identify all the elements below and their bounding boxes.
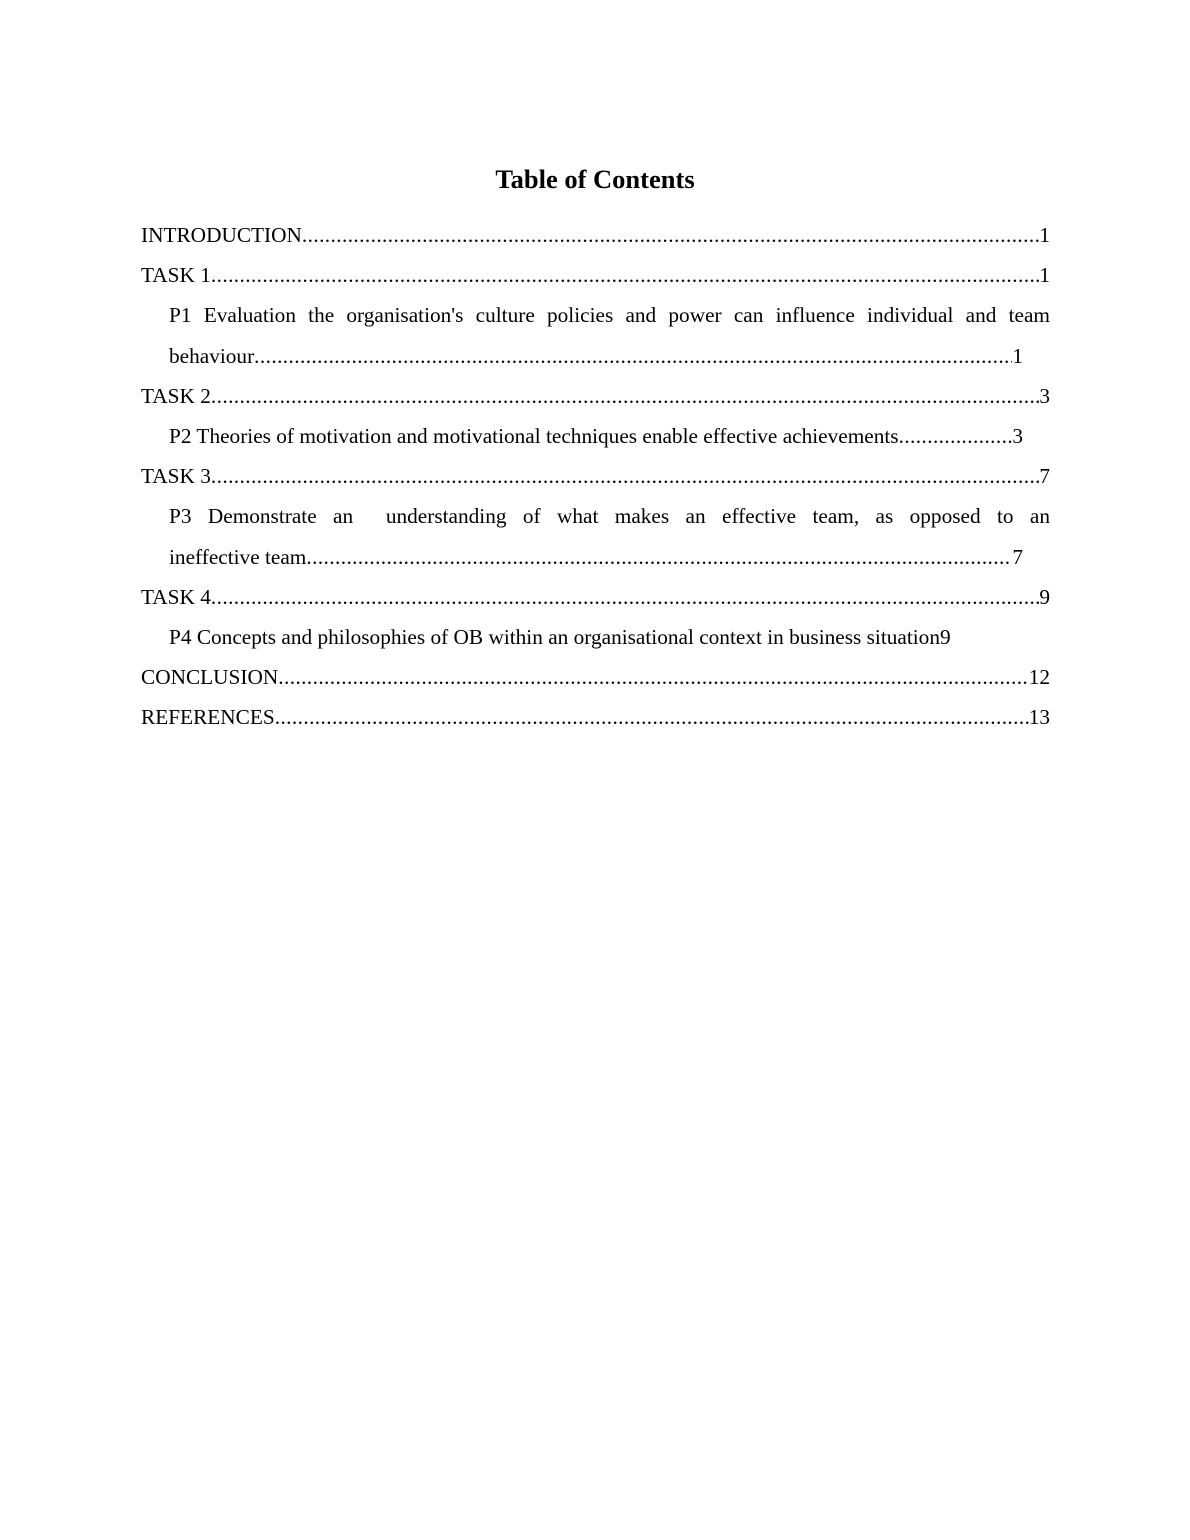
- toc-entry-p1[interactable]: [141, 295, 1050, 335]
- dot-leader: [899, 416, 1013, 456]
- toc-entry-p3-continued[interactable]: [141, 537, 1050, 577]
- toc-entry-label-line1: [169, 295, 1050, 335]
- toc-entry-p1-continued[interactable]: [141, 336, 1050, 376]
- dot-leader: [306, 537, 1012, 577]
- toc-entry-label-line2: behaviour: [169, 343, 255, 368]
- toc-entry-label: P3 Demonstrate an understanding of what makes an effective team, as opposed to an: [169, 504, 1050, 529]
- toc-entry-references[interactable]: [141, 697, 1050, 737]
- toc-page-number: 1: [1039, 263, 1050, 288]
- toc-entry-task-4[interactable]: [141, 577, 1050, 617]
- toc-page-number: 3: [1039, 383, 1050, 408]
- toc-list: [141, 215, 1050, 737]
- toc-page-number: 1: [1012, 343, 1023, 368]
- toc-entry-introduction[interactable]: [141, 215, 1050, 255]
- toc-entry-p2[interactable]: [141, 416, 1050, 456]
- toc-entry-p4[interactable]: [141, 617, 1050, 657]
- toc-page-number: 7: [1039, 464, 1050, 489]
- toc-entry-label-line2: ineffective team: [169, 544, 307, 569]
- toc-entry-task-1[interactable]: [141, 255, 1050, 295]
- toc-page-number: 9: [1039, 584, 1050, 609]
- toc-entry-task-3[interactable]: [141, 456, 1050, 496]
- toc-entry-label: TASK 1: [141, 263, 211, 288]
- toc-entry-label: P2 Theories of motivation and motivational techniques enable effective achievements: [169, 423, 899, 448]
- toc-page-number: 9: [939, 624, 951, 649]
- toc-entry-label: TASK 2: [141, 383, 211, 408]
- toc-page-number: 3: [1012, 423, 1023, 448]
- toc-entry-label: REFERENCES: [141, 705, 275, 730]
- toc-entry-label: CONCLUSION: [141, 665, 279, 690]
- dot-leader: [278, 657, 1028, 697]
- toc-entry-p3[interactable]: [141, 496, 1050, 536]
- dot-leader: [254, 336, 1012, 376]
- toc-entry-task-2[interactable]: [141, 376, 1050, 416]
- toc-page-number: 12: [1028, 665, 1050, 690]
- toc-entry-conclusion[interactable]: [141, 657, 1050, 697]
- dot-leader: [211, 255, 1039, 295]
- toc-entry-label: P1 Evaluation the organisation's culture policies and power can influence individual and team: [169, 303, 1050, 328]
- dot-leader: [211, 456, 1039, 496]
- dot-leader: [275, 697, 1029, 737]
- dot-leader: [211, 577, 1039, 617]
- toc-page-number: 13: [1028, 705, 1050, 730]
- toc-page-number: 1: [1039, 223, 1050, 247]
- toc-entry-label: P4 Concepts and philosophies of OB within an organisational context in business situation: [169, 624, 940, 649]
- toc-page-number: 7: [1012, 544, 1023, 569]
- dot-leader: [302, 215, 1039, 255]
- toc-entry-label: TASK 4: [141, 584, 211, 609]
- dot-leader: [211, 376, 1039, 416]
- toc-entry-label-line1: [169, 496, 1050, 536]
- toc-entry-label: TASK 3: [141, 464, 211, 489]
- toc-entry-label: INTRODUCTION: [141, 223, 302, 247]
- toc-title: Table of Contents: [495, 164, 695, 194]
